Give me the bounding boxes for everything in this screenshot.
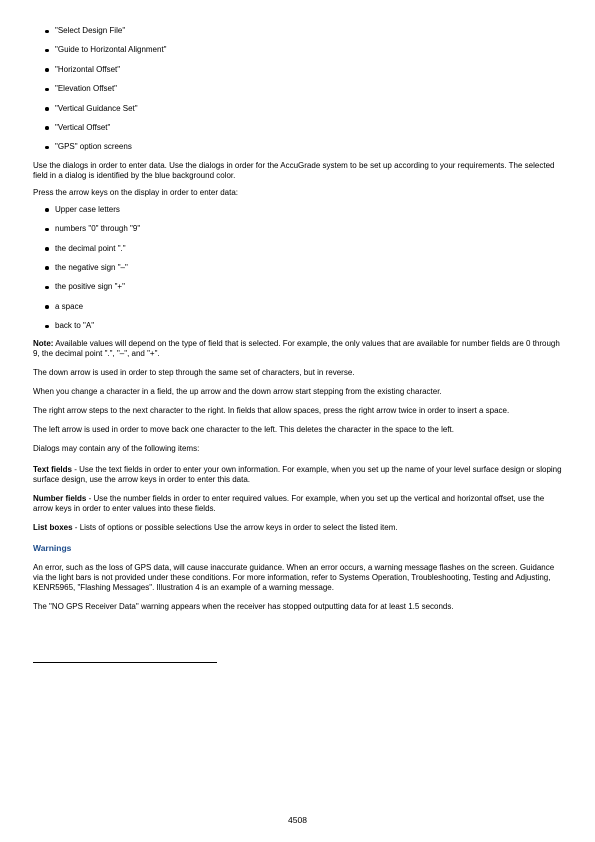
list-item: Upper case letters — [33, 205, 563, 224]
arrow-keys-paragraph: Press the arrow keys on the display in order to enter data: — [33, 187, 238, 197]
list-item: "Guide to Horizontal Alignment" — [33, 45, 563, 64]
no-gps-paragraph: The "NO GPS Receiver Data" warning appears when the receiver has stopped outputting data for at least 1.5 seconds. — [33, 602, 454, 612]
list-item: the positive sign "+" — [33, 282, 563, 301]
number-fields-text: - Use the number fields in order to enter required values. For example, when you set up the vertical and horizontal offset, use the arrow keys in order to enter values into these fields. — [33, 494, 545, 514]
list-boxes-paragraph — [33, 523, 563, 533]
note-label: Note: — [33, 339, 54, 349]
list-item: "Vertical Offset" — [33, 123, 563, 142]
number-fields-label: Number fields — [33, 494, 87, 504]
bullet-icon — [45, 266, 49, 270]
warnings-heading: Warnings — [33, 543, 72, 554]
note-paragraph — [33, 339, 563, 359]
page-body — [33, 26, 563, 612]
change-character-paragraph: When you change a character in a field, the up arrow and the down arrow start stepping from the existing character. — [33, 387, 442, 397]
list-item: a space — [33, 302, 563, 321]
right-arrow-paragraph: The right arrow steps to the next character to the right. In fields that allow spaces, press the right arrow twice in order to insert a space. — [33, 406, 510, 416]
bullet-icon — [45, 325, 49, 329]
bullet-icon — [45, 286, 49, 290]
left-arrow-paragraph: The left arrow is used in order to move back one character to the left. This deletes the character in the space to the left. — [33, 425, 454, 435]
list-item: numbers "0" through "9" — [33, 224, 563, 243]
text-fields-label: Text fields — [33, 465, 72, 475]
list-item: back to "A" — [33, 321, 563, 340]
footnote-divider — [33, 662, 217, 663]
text-fields-text: - Use the text fields in order to enter your own information. For example, when you set up the name of your level surface design or sloping surface design, use the arrow keys in order to enter this data. — [33, 465, 562, 485]
list-boxes-label: List boxes — [33, 523, 73, 533]
list-item: "GPS" option screens — [33, 142, 563, 161]
bullet-icon — [45, 68, 49, 72]
list-boxes-text: - Lists of options or possible selections Use the arrow keys in order to select the listed item. — [72, 523, 398, 533]
bullet-icon — [45, 88, 49, 92]
number-fields-paragraph — [33, 494, 563, 514]
list-item: "Horizontal Offset" — [33, 65, 563, 84]
bullet-icon — [45, 126, 49, 130]
dialog-items-paragraph: Dialogs may contain any of the following items: — [33, 444, 200, 454]
dialogs-paragraph: Use the dialogs in order to enter data. Use the dialogs in order for the AccuGrade system to be set up according to your requirements. The selected field in a dialog is identified by the blue background color. — [33, 160, 555, 180]
note-text: Available values will depend on the type of field that is selected. For example, the only values that are available for number fields are 0 through 9, the decimal point ".", "–", and "+". — [33, 339, 560, 359]
bullet-icon — [45, 208, 49, 212]
warning-paragraph: An error, such as the loss of GPS data, will cause inaccurate guidance. When an error occurs, a warning message flashes on the screen. Guidance via the light bars is not provided under these conditions. For more information, refer to Systems Operation, Troubleshooting, Testing and Adjusting, KENR5965, "Flashing Messages". Illustration 4 is an example of a warning message. — [33, 563, 555, 593]
design-menu-list — [33, 26, 563, 162]
text-fields-paragraph — [33, 465, 563, 485]
list-item: the negative sign "–" — [33, 263, 563, 282]
bullet-icon — [45, 146, 49, 150]
bullet-icon — [45, 49, 49, 53]
bullet-icon — [45, 305, 49, 309]
character-list — [33, 205, 563, 341]
bullet-icon — [45, 247, 49, 251]
list-item: "Select Design File" — [33, 26, 563, 45]
bullet-icon — [45, 30, 49, 34]
bullet-icon — [45, 228, 49, 232]
list-item: the decimal point "." — [33, 244, 563, 263]
page-number: 4508 — [288, 815, 307, 825]
list-item: "Vertical Guidance Set" — [33, 104, 563, 123]
list-item: "Elevation Offset" — [33, 84, 563, 103]
down-arrow-paragraph: The down arrow is used in order to step through the same set of characters, but in reverse. — [33, 368, 355, 378]
bullet-icon — [45, 107, 49, 111]
